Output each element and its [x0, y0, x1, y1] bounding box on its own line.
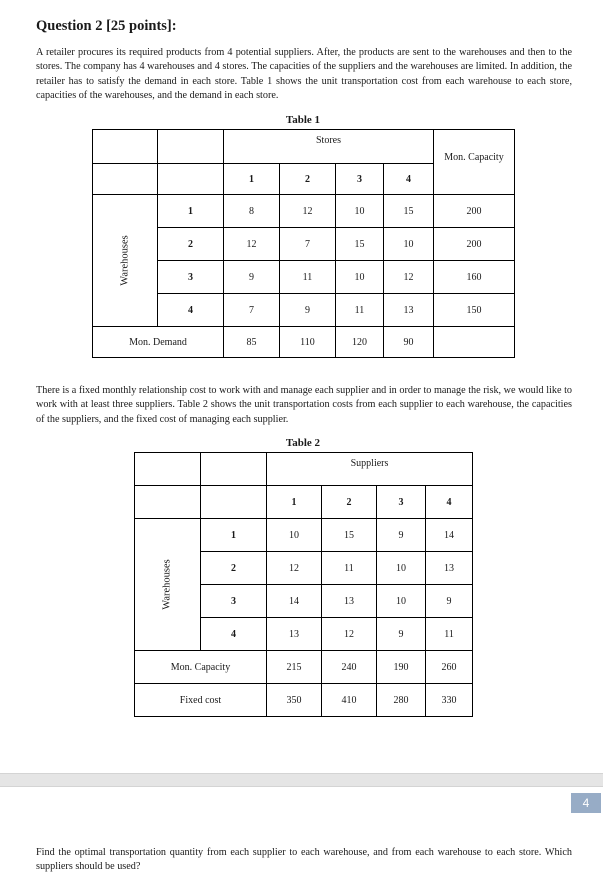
table2-cell: 10 [267, 519, 322, 552]
table2-cell: 9 [377, 519, 426, 552]
table2 [134, 452, 473, 717]
table2-col-header: 1 [267, 486, 322, 519]
table2-warehouses-label-cell [135, 519, 201, 651]
table2-cell: 14 [267, 585, 322, 618]
table2-cell: 12 [322, 618, 377, 651]
intro-paragraph: A retailer procures its required products from 4 potential suppliers. After, the products are sent to the warehouses and then to the stores. The company has 4 warehouses and 4 stores. The capacities of the suppliers and the warehouses are limited. In addition, the retailer has to satisfy the demand in each store. Table 1 shows the unit transportation cost from each warehouse to each store, capacities of the warehouses, and the demand in each store. [36, 47, 572, 102]
table1-empty-cell [93, 164, 158, 195]
table2-cell: 10 [377, 585, 426, 618]
table2-cell: 12 [267, 552, 322, 585]
table1-capacity-cell: 200 [434, 195, 515, 228]
page-separator [0, 773, 603, 787]
table2-fixed-cost-cell: 350 [267, 684, 322, 717]
table2-cell: 11 [322, 552, 377, 585]
table2-row-header: 2 [201, 552, 267, 585]
table2-col-header: 4 [426, 486, 473, 519]
table1-demand-label: Mon. Demand [93, 327, 224, 358]
table1-empty-cell [158, 130, 224, 164]
table1-cell: 10 [336, 195, 384, 228]
table2-capacity-label: Mon. Capacity [135, 651, 267, 684]
table2-row-header: 1 [201, 519, 267, 552]
table1-cell: 8 [224, 195, 280, 228]
question-title: Question 2 [25 points]: [36, 18, 177, 34]
final-question: Find the optimal transportation quantity from each supplier to each warehouse, and from each warehouse to each store. Which suppliers should be used? [36, 847, 572, 873]
table1-cell: 7 [280, 228, 336, 261]
table2-cell: 13 [267, 618, 322, 651]
table2-cell: 13 [322, 585, 377, 618]
table2-capacity-cell: 190 [377, 651, 426, 684]
table1-warehouses-label-cell [93, 195, 158, 327]
table1-capacity-header: Mon. Capacity [434, 130, 515, 195]
table2-cell: 13 [426, 552, 473, 585]
page-number-badge: 4 [571, 793, 601, 813]
table1-cell: 10 [384, 228, 434, 261]
table2-fixed-cost-label: Fixed cost [135, 684, 267, 717]
table1-row-header: 1 [158, 195, 224, 228]
table1-cell: 12 [224, 228, 280, 261]
table2-cell: 14 [426, 519, 473, 552]
table2-row-header: 3 [201, 585, 267, 618]
table1-cell: 12 [280, 195, 336, 228]
table2-empty-cell [135, 453, 201, 486]
table1-col-header: 3 [336, 164, 384, 195]
table2-col-header: 2 [322, 486, 377, 519]
table1-row-header: 3 [158, 261, 224, 294]
table1-demand-cell: 85 [224, 327, 280, 358]
table2-caption: Table 2 [285, 437, 321, 449]
table1-col-header: 1 [224, 164, 280, 195]
table2-cell: 9 [377, 618, 426, 651]
table1-cell: 10 [336, 261, 384, 294]
table2-empty-cell [201, 486, 267, 519]
table2-capacity-cell: 240 [322, 651, 377, 684]
table1 [92, 129, 515, 358]
table2-capacity-cell: 260 [426, 651, 473, 684]
table2-cell: 10 [377, 552, 426, 585]
table1-cell: 11 [280, 261, 336, 294]
table2-suppliers-header: Suppliers [267, 453, 473, 486]
table1-cell: 15 [384, 195, 434, 228]
table1-capacity-cell: 160 [434, 261, 515, 294]
table1-cell: 12 [384, 261, 434, 294]
table2-cell: 15 [322, 519, 377, 552]
table2-empty-cell [135, 486, 201, 519]
table2-fixed-cost-cell: 410 [322, 684, 377, 717]
table1-cell: 7 [224, 294, 280, 327]
table1-capacity-cell: 150 [434, 294, 515, 327]
table2-col-header: 3 [377, 486, 426, 519]
table1-cell: 11 [336, 294, 384, 327]
table1-demand-cell: 120 [336, 327, 384, 358]
table2-cell: 9 [426, 585, 473, 618]
table1-cell: 9 [224, 261, 280, 294]
table2-fixed-cost-cell: 330 [426, 684, 473, 717]
table1-row-header: 4 [158, 294, 224, 327]
table2-warehouses-label: Warehouses [161, 559, 173, 610]
table2-fixed-cost-cell: 280 [377, 684, 426, 717]
table1-empty-cell [158, 164, 224, 195]
table2-empty-cell [201, 453, 267, 486]
table1-col-header: 4 [384, 164, 434, 195]
table1-demand-cell: 90 [384, 327, 434, 358]
table1-empty-cell [93, 130, 158, 164]
table1-capacity-cell: 200 [434, 228, 515, 261]
table1-cell: 9 [280, 294, 336, 327]
table2-row-header: 4 [201, 618, 267, 651]
table1-col-header: 2 [280, 164, 336, 195]
table1-stores-header: Stores [224, 130, 434, 164]
table2-capacity-cell: 215 [267, 651, 322, 684]
table1-caption: Table 1 [285, 114, 321, 126]
middle-paragraph: There is a fixed monthly relationship cost to work with and manage each supplier and in order to manage the risk, we would like to work with at least three suppliers. Table 2 shows the unit transportation costs from each supplier to each warehouse, the capacities of the suppliers, and the fixed cost of managing each supplier. [36, 385, 572, 425]
table1-empty-cell [434, 327, 515, 358]
table1-row-header: 2 [158, 228, 224, 261]
table1-cell: 13 [384, 294, 434, 327]
table2-cell: 11 [426, 618, 473, 651]
table1-cell: 15 [336, 228, 384, 261]
table1-demand-cell: 110 [280, 327, 336, 358]
table1-warehouses-label: Warehouses [119, 235, 131, 286]
